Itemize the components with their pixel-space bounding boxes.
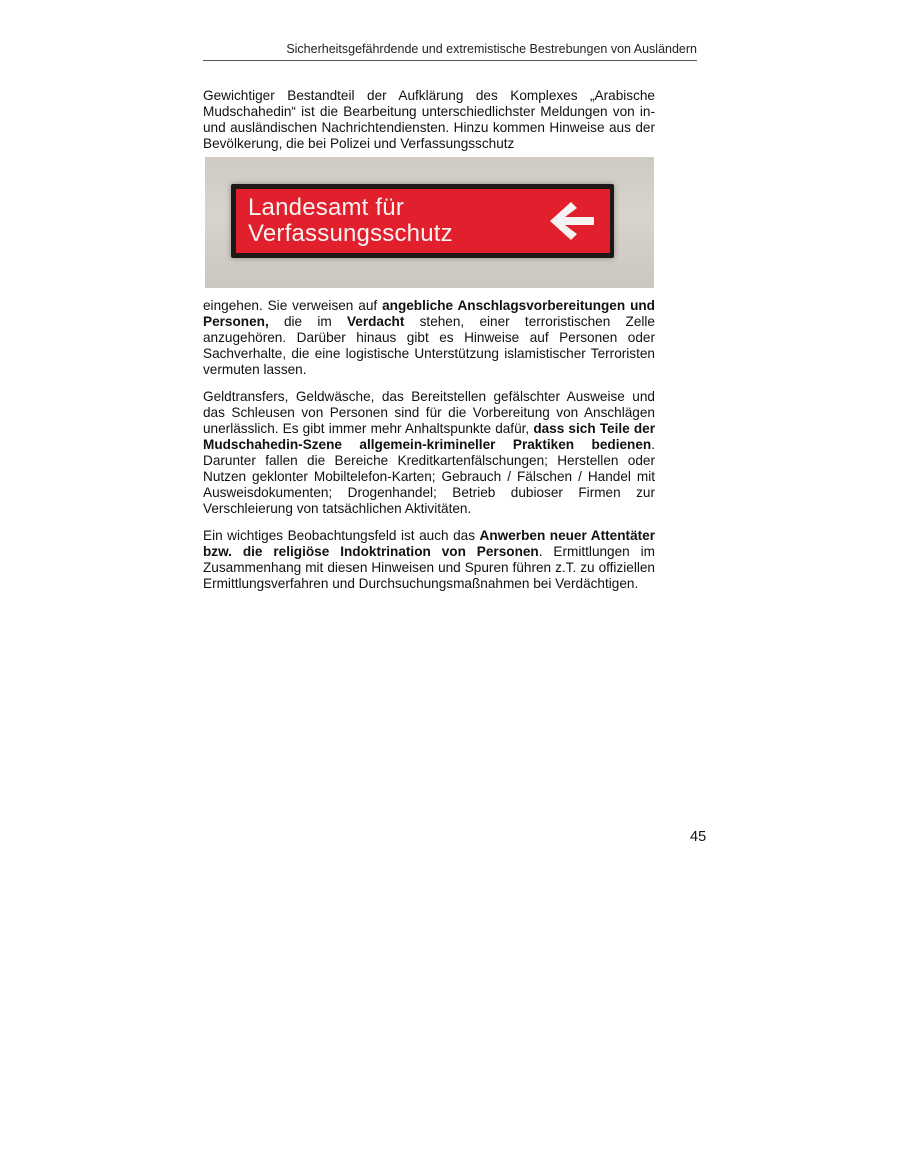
text-run: stehen, einer terroristischen Zelle anzugehören. Darüber hinaus gibt es Hinweise auf Personen oder Sachverhalte, die eine logistische Unterstützung islamistischer Terroristen vermuten lassen. xyxy=(203,314,655,377)
text-run: die im xyxy=(268,314,347,329)
sign-text xyxy=(248,195,453,247)
arrow-left-icon xyxy=(548,198,596,244)
text-run: Geldtransfers, Geldwäsche, das Bereitstellen gefälschter Ausweise und das Schleusen von Personen sind für die Vorbereitung von Anschlägen unerlässlich. Es gibt immer mehr Anhaltspunkte dafür, xyxy=(203,389,655,436)
running-header: Sicherheitsgefährdende und extremistische Bestrebungen von Ausländern xyxy=(203,42,697,61)
bold-run: angebliche Anschlagsvorbereitungen und Personen, xyxy=(203,298,655,329)
bold-run: dass sich Teile der Mudschahedin-Szene allgemein-krimineller Praktiken bedienen xyxy=(203,421,655,452)
sign-line-2: Verfassungsschutz xyxy=(248,220,453,247)
sign-line-1: Landesamt für xyxy=(248,194,405,221)
text-column-top xyxy=(203,88,655,163)
text-run: eingehen. Sie verweisen auf xyxy=(203,298,383,313)
sign-panel xyxy=(236,189,610,253)
bold-run: Verdacht xyxy=(346,314,405,329)
sign-frame xyxy=(231,184,614,258)
text-column-bottom xyxy=(203,298,655,603)
page-number: 45 xyxy=(690,829,707,845)
text-run: Ein wichtiges Beobachtungsfeld ist auch das xyxy=(203,528,480,543)
sign-photo xyxy=(205,157,654,288)
paragraph-1-continued xyxy=(203,298,655,378)
paragraph-1: Gewichtiger Bestandteil der Aufklärung des Komplexes „Arabische Mudschahedin“ ist die Bearbeitung unterschiedlichster Meldungen von in- und ausländischen Nachrichtendiensten. Hinzu kommen Hinweise aus der Bevölkerung, die bei Polizei und Verfassungsschutz xyxy=(203,88,655,151)
paragraph-2 xyxy=(203,389,655,517)
text-run: . Darunter fallen die Bereiche Kreditkartenfälschungen; Herstellen oder Nutzen geklonter Mobiltelefon-Karten; Gebrauch / Fälschen / Handel mit Ausweisdokumenten; Drogenhandel; Betrieb dubioser Firmen zur Verschleierung von tatsächlichen Aktivitäten. xyxy=(203,437,655,516)
text-run: . Ermittlungen im Zusammenhang mit diesen Hinweisen und Spuren führen z.T. zu offiziellen Ermittlungsverfahren und Durchsuchungsmaßnahmen bei Verdächtigen. xyxy=(203,544,655,591)
paragraph-3 xyxy=(203,528,655,592)
bold-run: Anwerben neuer Attentäter bzw. die religiöse Indoktrination von Personen xyxy=(203,528,656,559)
